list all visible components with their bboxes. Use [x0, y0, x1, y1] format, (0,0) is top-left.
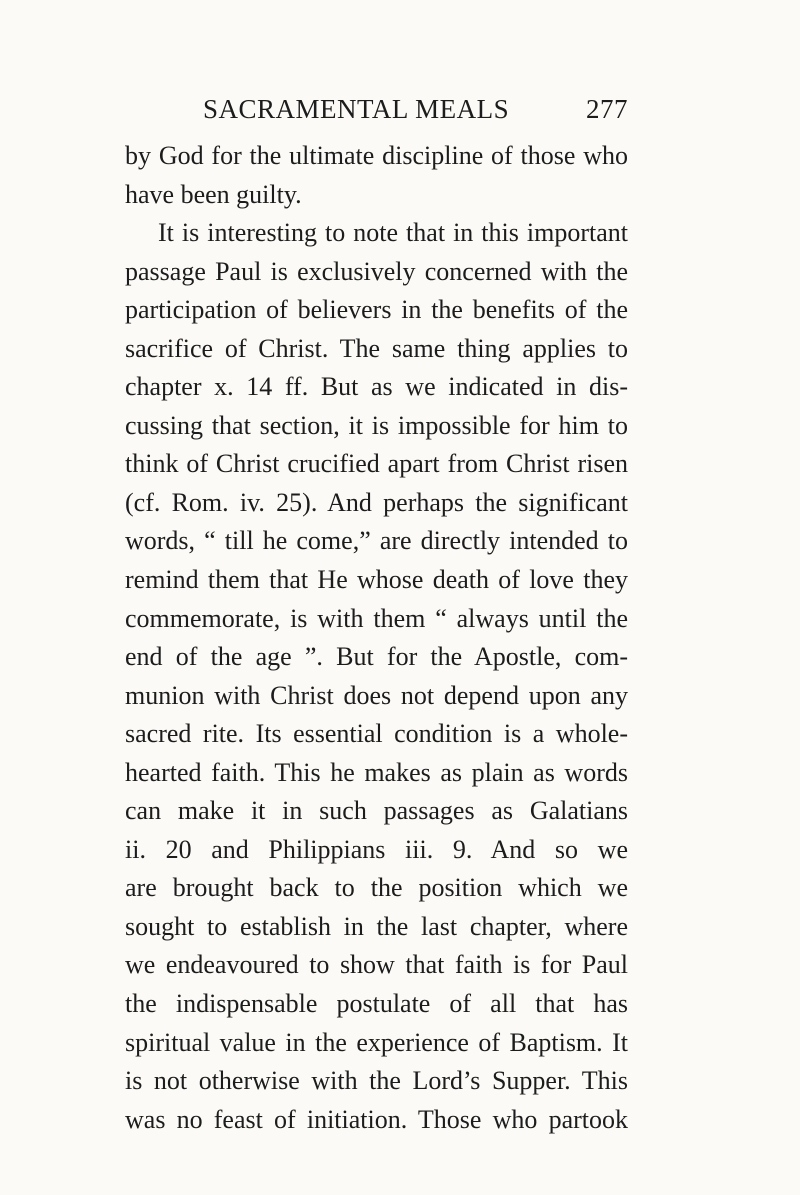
text-line: remind them that He whose death of love they — [125, 565, 628, 595]
text-line: are brought back to the position which we — [125, 873, 628, 903]
text-line: have been guilty. — [125, 179, 302, 209]
page-number: 277 — [586, 94, 628, 124]
text-line: sacrifice of Christ. The same thing applies to — [125, 333, 628, 363]
text-line: (cf. Rom. iv. 25). And perhaps the significant — [125, 487, 628, 517]
text-line: can make it in such passages as Galatians — [125, 796, 628, 826]
text-line: we endeavoured to show that faith is for Paul — [125, 950, 628, 980]
text-line: end of the age ”. But for the Apostle, com- — [125, 642, 628, 672]
text-line: ii. 20 and Philippians iii. 9. And so we — [125, 834, 628, 864]
running-title: SACRAMENTAL MEALS — [203, 94, 510, 124]
text-line: spiritual value in the experience of Baptism. It — [125, 1027, 628, 1057]
text-line: commemorate, is with them “ always until the — [125, 603, 628, 633]
text-line: think of Christ crucified apart from Christ risen — [125, 449, 628, 479]
text-line: by God for the ultimate discipline of those who — [125, 141, 628, 170]
text-line: the indispensable postulate of all that has — [125, 989, 628, 1019]
text-line: is not otherwise with the Lord’s Supper. This — [125, 1066, 628, 1096]
text-line: was no feast of initiation. Those who partook — [125, 1104, 628, 1134]
running-head — [125, 94, 628, 130]
paragraph-start-line: It is interesting to note that in this important — [158, 218, 628, 248]
text-line: cussing that section, it is impossible for him to — [125, 410, 628, 440]
text-line: hearted faith. This he makes as plain as words — [125, 757, 628, 787]
text-line: passage Paul is exclusively concerned with the — [125, 256, 628, 286]
text-line: words, “ till he come,” are directly intended to — [125, 526, 628, 556]
body-text — [125, 137, 628, 1139]
text-line: participation of believers in the benefits of the — [125, 295, 628, 325]
text-line: chapter x. 14 ff. But as we indicated in dis- — [125, 372, 628, 402]
text-line: sought to establish in the last chapter, where — [125, 911, 628, 941]
text-line: munion with Christ does not depend upon any — [125, 680, 628, 710]
text-line: sacred rite. Its essential condition is a whole- — [125, 719, 628, 749]
